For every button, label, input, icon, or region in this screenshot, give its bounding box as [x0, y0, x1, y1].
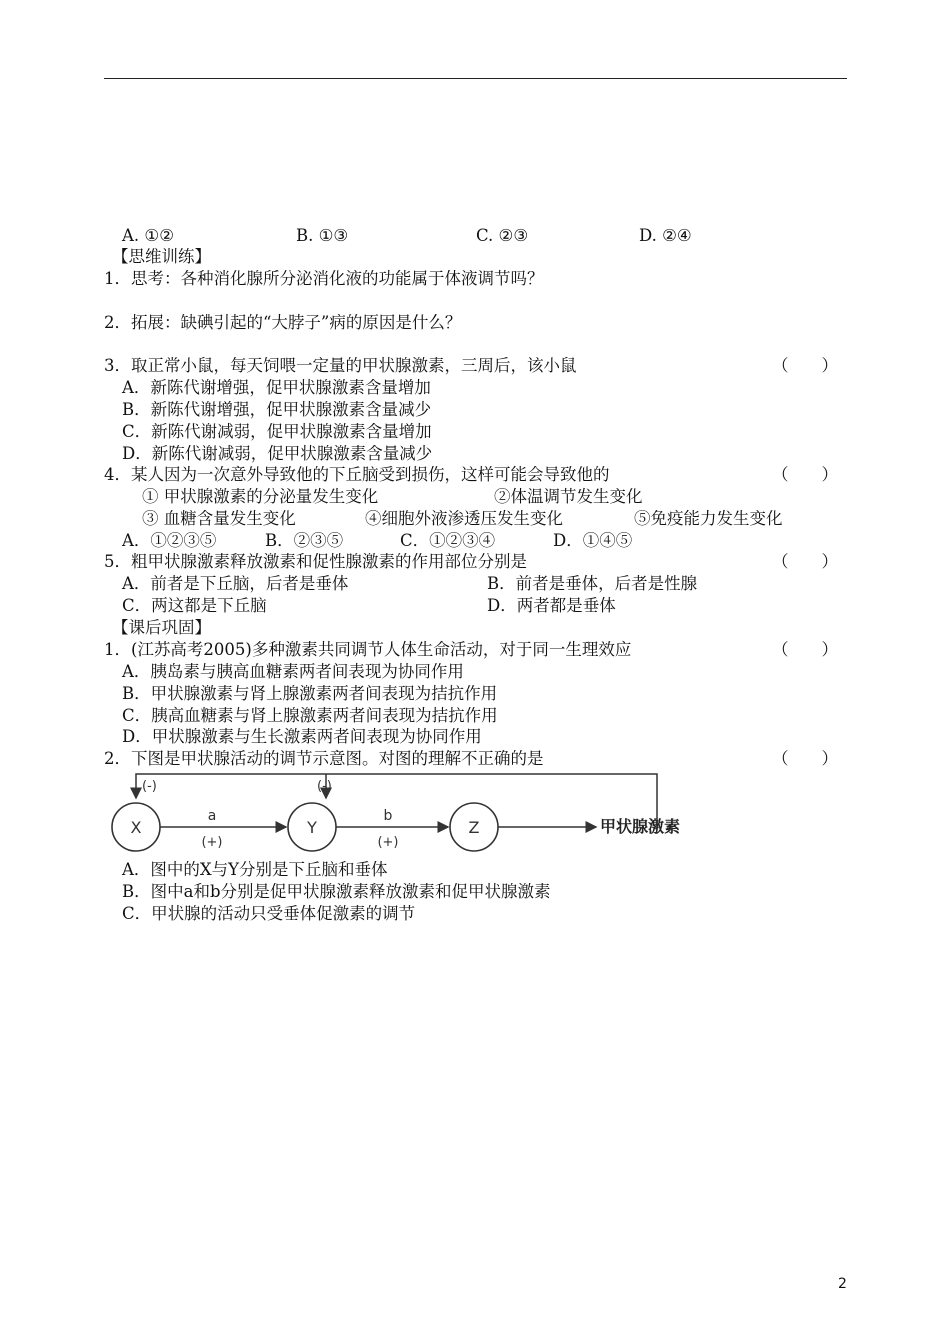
- review-question-2-option-c: C．甲状腺的活动只受垂体促激素的调节: [122, 904, 416, 923]
- review-question-2-option-b: B．图中a和b分别是促甲状腺激素释放激素和促甲状腺激素: [122, 882, 551, 901]
- answer-blank: （ ）: [772, 465, 838, 484]
- question-4-option-a: A．①②③⑤: [122, 531, 217, 550]
- review-question-1-option-c: C．胰高血糖素与肾上腺激素两者间表现为拮抗作用: [122, 706, 498, 725]
- question-4-item-5: ⑤免疫能力发生变化: [634, 509, 783, 528]
- question-5-option-c: C．两这都是下丘脑: [122, 596, 267, 615]
- arrow-label-b: b: [383, 808, 393, 824]
- answer-blank: （ ）: [772, 640, 838, 659]
- question-3-option-b: B．新陈代谢增强，促甲状腺激素含量减少: [122, 400, 432, 419]
- thyroid-regulation-diagram: [100, 768, 720, 860]
- question-4-stem: 4．某人因为一次意外导致他的下丘脑受到损伤，这样可能会导致他的: [104, 465, 610, 484]
- minus-label-y: (-): [317, 779, 332, 794]
- question-4-item-1: ① 甲状腺激素的分泌量发生变化: [142, 487, 379, 506]
- page-number: 2: [838, 1276, 847, 1292]
- option-c: C. ②③: [476, 226, 529, 245]
- review-question-1-stem: 1．(江苏高考2005)多种激素共同调节人体生命活动，对于同一生理效应: [104, 640, 632, 659]
- option-d: D. ②④: [639, 226, 692, 245]
- answer-blank: （ ）: [772, 356, 838, 375]
- review-question-2-stem: 2．下图是甲状腺活动的调节示意图。对图的理解不正确的是: [104, 749, 544, 768]
- review-question-1-option-a: A．胰岛素与胰高血糖素两者间表现为协同作用: [122, 662, 464, 681]
- question-5-stem: 5．粗甲状腺激素释放激素和促性腺激素的作用部位分别是: [104, 552, 527, 571]
- question-3-option-d: D．新陈代谢减弱，促甲状腺激素含量减少: [122, 444, 433, 463]
- minus-label-x: (-): [142, 779, 157, 794]
- question-4-option-b: B．②③⑤: [265, 531, 344, 550]
- section-heading-thinking: 【思维训练】: [112, 247, 211, 266]
- question-2: 2．拓展：缺碘引起的“大脖子”病的原因是什么？: [104, 313, 462, 332]
- arrow-label-a: a: [207, 808, 217, 824]
- header-rule: [104, 78, 847, 79]
- plus-label-b: (+): [377, 835, 399, 850]
- question-4-item-2: ②体温调节发生变化: [494, 487, 643, 506]
- question-5-option-a: A．前者是下丘脑，后者是垂体: [122, 574, 349, 593]
- question-3-stem: 3．取正常小鼠，每天饲喂一定量的甲状腺激素，三周后，该小鼠: [104, 356, 577, 375]
- question-4-option-d: D．①④⑤: [553, 531, 633, 550]
- review-question-2-option-a: A．图中的X与Y分别是下丘脑和垂体: [122, 860, 388, 879]
- option-a: A. ①②: [122, 226, 174, 245]
- review-question-1-option-b: B．甲状腺激素与肾上腺激素两者间表现为拮抗作用: [122, 684, 498, 703]
- output-label: 甲状腺激素: [600, 817, 681, 836]
- question-3-option-c: C．新陈代谢减弱，促甲状腺激素含量增加: [122, 422, 432, 441]
- question-1: 1．思考：各种消化腺所分泌消化液的功能属于体液调节吗？: [104, 269, 544, 288]
- question-3-option-a: A．新陈代谢增强，促甲状腺激素含量增加: [122, 378, 431, 397]
- question-5-option-d: D．两者都是垂体: [487, 596, 616, 615]
- question-4-option-c: C．①②③④: [400, 531, 496, 550]
- node-y-label: Y: [307, 818, 317, 837]
- answer-blank: （ ）: [772, 552, 838, 571]
- plus-label-a: (+): [201, 835, 223, 850]
- answer-blank: （ ）: [772, 749, 838, 768]
- question-5-option-b: B．前者是垂体，后者是性腺: [487, 574, 698, 593]
- node-z-label: Z: [468, 818, 480, 837]
- node-x-label: X: [130, 818, 142, 837]
- option-b: B. ①③: [296, 226, 349, 245]
- review-question-1-option-d: D．甲状腺激素与生长激素两者间表现为协同作用: [122, 727, 482, 746]
- section-heading-review: 【课后巩固】: [112, 618, 211, 637]
- question-4-item-3: ③ 血糖含量发生变化: [142, 509, 296, 528]
- question-4-item-4: ④细胞外液渗透压发生变化: [365, 509, 563, 528]
